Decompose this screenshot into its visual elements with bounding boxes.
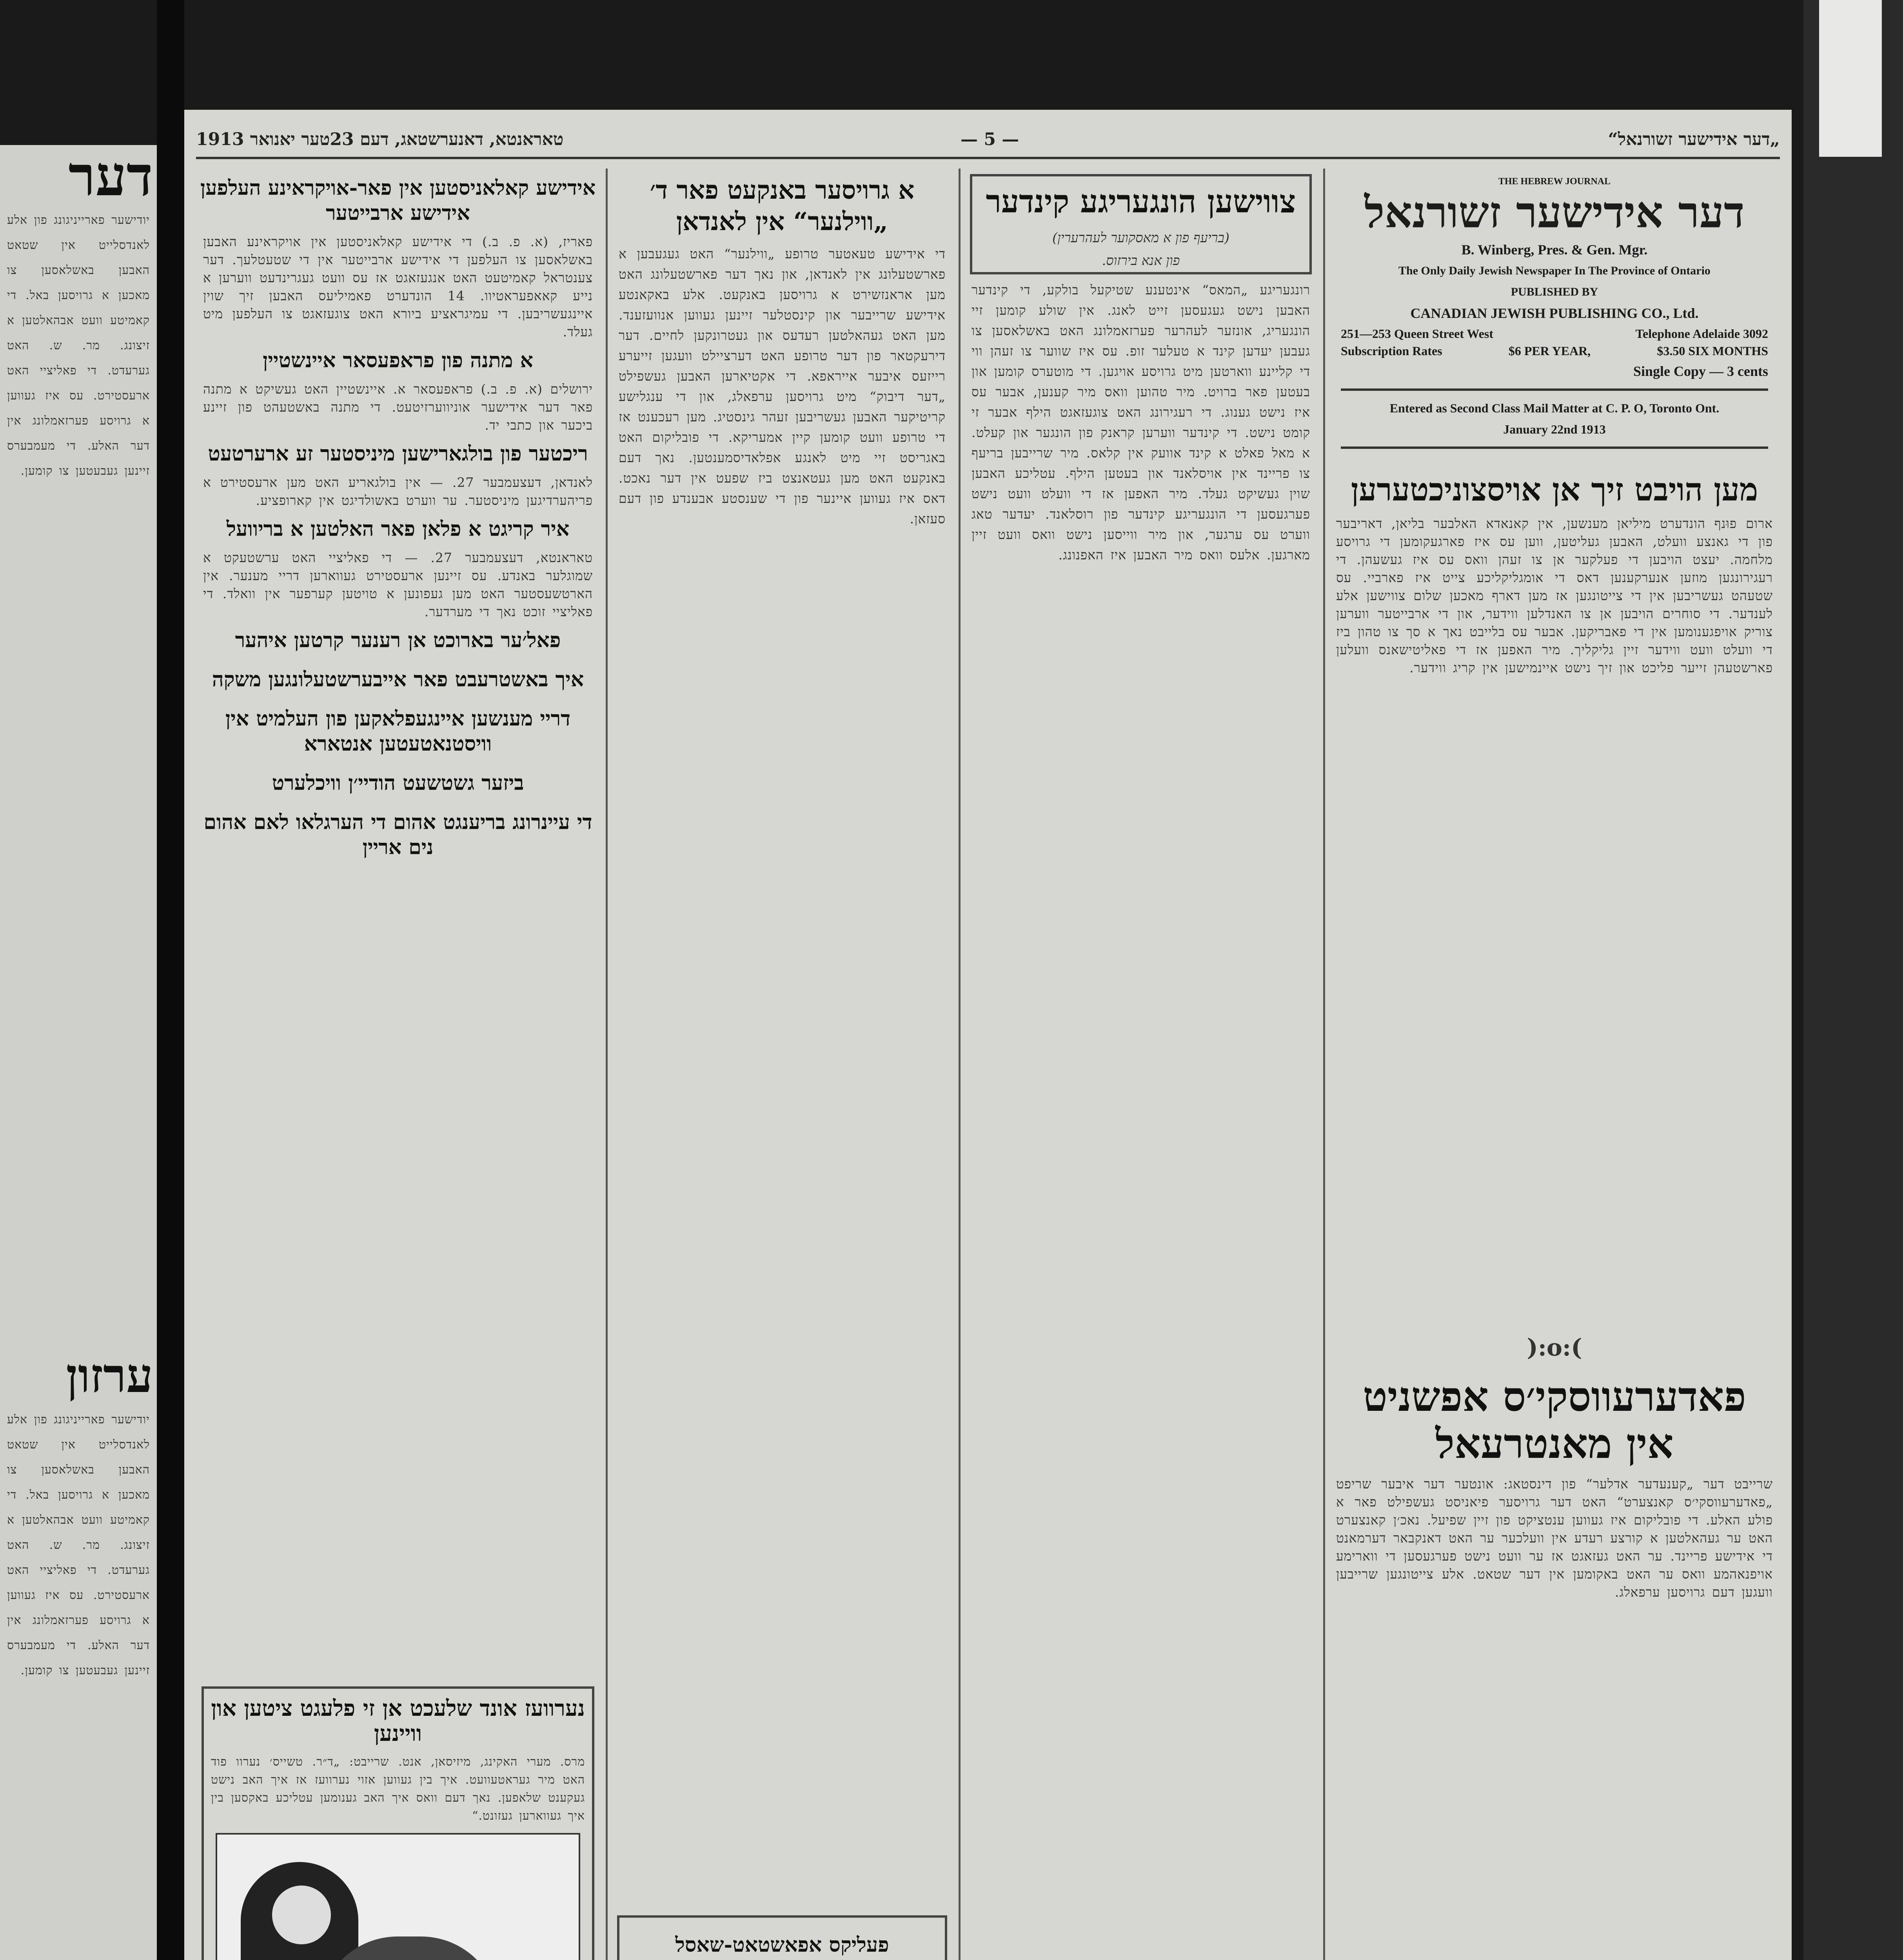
news-tax-headline: די עיינרונג בריענגט אהום די הערגלאו לאם אהום נים אריין [203,810,592,859]
article-hungry-children-subtitle: (בריעף פון א מאסקוער לעהרערין) [1052,230,1230,246]
masthead-title: דער אידישער זשורנאל [1364,187,1745,238]
left-page-fragment [0,145,157,1960]
header-date: טאראנטא, דאנערשטאג, דעם 23טער יאנואר 1913 [196,129,564,149]
masthead-entered-as: Entered as Second Class Mail Matter at C. P. O, Toronto Ont. [1389,401,1720,415]
film-edge-strip [1803,0,1903,1960]
masthead-six-months: $3.50 SIX MONTHS [1657,344,1768,358]
news-three-men-headline: דריי מענשען איינגעפלאקען פון העלמיט אין וויסטנאטעטען אנטארא [225,707,571,756]
left-fragment-body: יודישער פארייניגונג פון אלע לאנדסלייט אין שטאט האבען באשלאסען צו מאכען א גרויסען באל. די קאמיטע וועט אבהאלטען א זיצונג. מר. ש. האט גערעדט. די פאליציי האט ארעסטירט. עס איז געווען א גרויסע פערזאמלונג אין דער האלע. די מעמבערס זיינען געבעטען צו קומען. [7,213,150,478]
masthead-english-title: THE HEBREW JOURNAL [1498,176,1611,187]
masthead-per-year: $6 PER YEAR, [1508,344,1591,358]
news-misc-headline: ביזער גשטשעט הודיי׳ן וויכלערט [272,771,524,795]
page-header [196,125,1780,159]
film-perforation [1819,0,1882,157]
column-hungry-children [964,169,1317,1960]
masthead-single-copy: Single Copy — 3 cents [1633,363,1768,379]
editorial-headline: מען הויבט זיך אן אויסצוניכטערען [1351,471,1758,508]
masthead-president: B. Winberg, Pres. & Gen. Mgr. [1461,242,1648,258]
left-fragment-headline-top: דער [68,145,153,209]
news-einstein-body: ירושלים (א. פ. ב.) פראפעסאר א. איינשטיין האט געשיקט א מתנה פאר דער אידישער אוניווערזיטעט. די מתנה באשטעהט פון זיינע ביכער און כתבי יד. [203,381,593,433]
article-hungry-children-headline: צווישען הונגעריגע קינדער [986,183,1296,220]
masthead-company: CANADIAN JEWISH PUBLISHING CO., Ltd. [1410,305,1699,321]
masthead-subscription-label: Subscription Rates [1341,344,1442,358]
advertisement-nerve-food [202,1686,594,1960]
article-vilner-body: די אידישע טעאטער טרופע „ווילנער“ האט געגעבען א פארשטעלונג אין לאנדאן, און נאך דער פארשטעלונג האט מען אראנזשירט א גרויסען באנקעט. אלע באקאנטע אידישע שרייבער און קינסטלער זיינען געווען אנוועזענד. מען האט געהאלטען רעדעס און געטרונקען לחיים. דער דירעקטאר פון דער טרופע האט דערציילט וועגען זייערע רייזעס איבער אייראפא. די אקטיארען האבען געשפילט „דער דיבוק“ מיט גרויסען ערפאלג, און די ענגלישע קריטיקער האבען געשריבען זעהר גינסטיג. מען רעכענט אז די טרופע וועט קומען קיין אמעריקא. די פובליקום האט באגריסט זיי מיט לאנגע אפלאדיסמענטען. נאך דעם באנקעט האט מען געטאנצט ביז שפעט אין דער נאכט. דאס איז געווען איינער פון די שענסטע אבענדע פון דעם סעזאן. [619,246,946,526]
left-fragment-body-2: יודישער פארייניגונג פון אלע לאנדסלייט אין שטאט האבען באשלאסען צו מאכען א גרויסען באל. די קאמיטע וועט אבהאלטען א זיצונג. מר. ש. האט גערעדט. די פאליציי האט ארעסטירט. עס איז געווען א גרויסע פערזאמלונג אין דער האלע. די מעמבערס זיינען געבעטען צו קומען. [7,1413,150,1677]
advertisement-nerve-food-body: מרס. מערי האקינג, מיזיסאן, אנט. שרייבט: „ד״ר. טשייס׳ נערוו פוד האט מיר געראטעוועט. איך בין געווען אזוי נערוועז אז איך האב נישט געקענט שלאפען. נאך דעם וואס איך האב גענומען עטליכע באקסען בין איך געווארען געזונט.“ [211,1755,585,1823]
news-kolonisten-body: פאריז, (א. פ. ב.) די אידישע קאלאניסטען אין אויקראינע האבען באשלאסען צו העלפען די אידישע ארבייטער אין די שטעטלעך. דער צענטראל קאמיטעט האט אנגעזאגט אז עס וועט געגרינדעט ווערען א נייע קאאפעראטיוו. 14 הונדערט פאמיליעס האבען זיך שוין איינגעשריבען. די עמיגראציע ביורא האט צוגעזאגט צו העלפען מיט געלד. [203,234,593,339]
article-vilner-headline: א גרויסער באנקעט פאר ד׳ „ווילנער“ אין לאנדאן [650,176,915,236]
newspaper-page [184,110,1792,1960]
header-page-number: — 5 — [961,129,1019,149]
article-hungry-children-author: פון אנא בירזוס. [1102,253,1180,269]
left-fragment-headline-mid: ערזון [66,1348,153,1403]
advertisement-col3-headline: פעליקס אפאשטאט-שאסל [675,1933,889,1957]
editorial-body: ארום פוּנף הונדערט מיליאן מענשען, אין קאנאדא האלבער בליאן, דאריבער פון די גאנצע וועלט, האבען געליטען, ווען עס איז פארגעקומען די גרויסע מלחמה. יעצט הויבען די פעלקער אן צו זעהן וואס עס איז געשעהן. די רעגירונגען מוזען אנערקענען דאס די אומגליקליכע צייט איז פארביי. עס שטעהט געשריבען אין די צייטונגען אז מען דארף מאכען שלום צווישען אלע לענדער. די סוחרים הויבען אן צו האנדלען ווידער, און די ארבייטער ווערען צוריק אויפגענומען אין די פאבריקען. אבער עס בלייבט נאך א סך צו טהון ביז די וועלט וועט ווידער זיין גליקליך. מיר האפען אז די פאליטישאנס וועלען פארשטעהן זייער פליכט און זיך נישט איינמישען אין קריג ווידער. [1336,516,1773,675]
column-masthead-editorial [1329,169,1780,1960]
article-hungry-children-headline-box [970,174,1312,274]
news-liquor-headline: איך באשטרעבט פאר אייבערשטעלונגען משקה [212,668,584,691]
news-plan-headline: איר קריגט א פלאן פאר האלטען א בריוועל [226,517,570,541]
column-rule [959,169,961,1960]
news-bulgarian-minister-headline: ריכטער פון בולגארישען מיניסטער זע ארערטעט [208,442,588,466]
news-kolonisten-headline: אידישע קאלאניסטען אין פאר-אויקראינע העלפען אידישע ארבייטער [200,176,596,225]
masthead-telephone: Telephone Adelaide 3092 [1635,327,1768,341]
masthead-address: 251—253 Queen Street West [1341,327,1493,341]
masthead-rule [1341,388,1768,391]
news-plan-body: טאראנטא, דעצעמבער 27. — די פאליציי האט ערשטעקט א שמוגלער באנדע. עס זיינען ארעסטירט געווארען דריי מענער. אין הארטשעסטער האט מען געפונען א טויטען קערפער אין וואלד. די פאליציי זוכט נאך די מערדער. [203,550,593,619]
masthead-entered-date: January 22nd 1913 [1503,422,1606,436]
illustration-face [272,1886,331,1944]
advertisement-nerve-food-headline: נערוועז אונד שלעכט אן זי פלעגט ציטען און וויינען [211,1695,585,1746]
article-hungry-children-body: רונגעריגע „המאס“ אינטענע שטיקעל בולקע, די קינדער האבען נישט געגעסען זייט לאנג. אין שולע קומען זיי הונגעריג, אונזער לעהרער פערזאמלונג האט באשלאסען צו געבען יעדען קינד א טעלער זופ. עס איז שווער צו זעהן ווי די קליינע ווארטען מיט גרויסע אויגען. די מוטערס קומען און בעטען פאר ברויט. מיר טהוען וואס מיר קענען, אבער עס איז נישט גענוג. די רעגירונג האט צוגעזאגט הילף אבער זי קומט נישט. די קינדער ווערען קראנק פון הונגער און קעלט. א מאל פאלט א קינד אוועק אין קלאס. מיר שרייבען בריעף צו פריינד אין אויסלאנד און בעטען הילף. עטליכע האבען שוין געשיקט געלד. מיר האפען אז די וועלט וועט נישט פערגעסען די הונגעריגע קינדער פון רוסלאנד. יעדער טאג ווערט עס ערגער, און מיר ווייסען נישט וואס וועט זיין מארגען. אלעס וואס מיר האבען איז האפנונג. [971,282,1310,563]
masthead-subscription-row [1341,342,1768,359]
masthead-contact-row [1341,325,1768,342]
column-short-news [196,169,600,1960]
article-paderewski-headline: פאדערעווסקי׳ס אפשניט אין מאנטרעאל [1363,1372,1746,1468]
scan-background-left [157,0,184,1960]
news-bulgarian-minister-body: לאנדאן, דעצעמבער 27. — אין בולגאריע האט מען ארעסטירט א פריהערדיגען מיניסטער. ער ווערט באשולדיגט אין קארופציע. [203,475,593,508]
masthead-rule-bottom [1341,446,1768,449]
news-einstein-headline: א מתנה פון פראפעסאר איינשטיין [263,348,533,372]
column-rule [606,169,608,1960]
news-polar-headline: פאל׳ער בארוכט אן רענער קרטען איהער [235,628,561,652]
column-vilner-banquet [612,169,953,1960]
masthead [1329,169,1780,465]
advertisement-nerve-food-illustration [216,1833,580,1960]
masthead-published-by: PUBLISHED BY [1511,285,1598,298]
article-paderewski-body: שרייבט דער „קענעדער אדלער“ פון דינסטאג: אונטער דער איבער שריפט „פאדערעווסקי׳ס קאנצערט“ האט דער גרויסער פיאניסט געשפילט פאר א פולע האלע. די פובליקום איז געווען ענטציקט פון זיין שפיעל. נאכ׳ן קאנצערט האט ער געהאלטען א קורצע רעדע אין וועלכער ער האט דאנקבאר דערמאנט די אידישע פריינד. ער האט געזאגט אז ער וועט נישט פערגעסען די ווארימע אויפנאהמע וואס ער האט באקומען אין דער שטאט. אלע צייטונגען שרייבען וועגען דעם גרויסען ערפאלג. [1336,1476,1773,1600]
header-paper-name: „דער אידישער זשורנאל“ [1608,129,1780,149]
masthead-tagline: The Only Daily Jewish Newspaper In The Province of Ontario [1398,264,1711,277]
section-divider: ):o:( [1527,1334,1582,1361]
column-rule [1323,169,1325,1960]
advertisement-box-col3 [617,1915,947,1960]
